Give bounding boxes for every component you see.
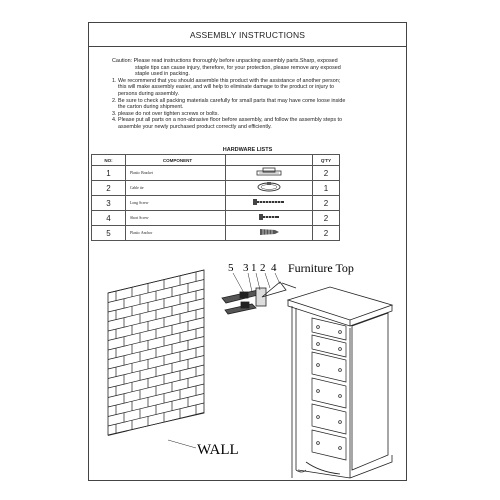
drawer-knob xyxy=(339,395,342,398)
drawer-knob xyxy=(339,447,342,450)
caution-line: staple tips can cause injury, therefore, for your protection, please remove any exposed xyxy=(135,64,341,71)
plastic-anchor-icon xyxy=(241,302,249,308)
short-screw-icon xyxy=(225,304,256,314)
drawer-knob xyxy=(339,369,342,372)
furniture-top-label: Furniture Top xyxy=(288,261,354,275)
mounting-hardware xyxy=(168,273,296,448)
instruction-item: 4. Please put all parts on a non-abrasive floor before assembly, and follow the assembly steps to xyxy=(112,117,343,124)
instruction-item: 1. We recommend that you should assemble this product with the assistance of another person; xyxy=(112,77,341,84)
part-number: 1 xyxy=(251,262,257,274)
drawer-knob xyxy=(317,326,320,329)
drawer-front xyxy=(312,404,346,434)
component-name: Short Screw xyxy=(126,211,226,226)
drawer-front xyxy=(312,430,346,460)
row-number: 4 xyxy=(92,211,126,226)
part-number: 5 xyxy=(228,262,234,274)
brick-wall xyxy=(108,270,204,436)
wall-label: WALL xyxy=(197,442,239,458)
component-qty: 1 xyxy=(313,181,340,196)
instruction-item: 3. please do not over tighten screws or bolts. xyxy=(112,110,219,117)
page-title: ASSEMBLY INSTRUCTIONS xyxy=(189,30,306,40)
caution-line: Caution: Please read instructions thoroughly before unpacking assembly parts.Sharp, exposed xyxy=(112,58,338,64)
component-name: Long Screw xyxy=(126,196,226,211)
leader-line xyxy=(256,273,260,290)
drawer-front xyxy=(312,352,346,382)
drawer-front xyxy=(312,378,346,408)
part-number: 4 xyxy=(271,262,277,274)
plastic-bracket-icon xyxy=(256,288,266,306)
drawer-front xyxy=(312,318,346,340)
row-number: 2 xyxy=(92,181,126,196)
header-qty: Q'TY xyxy=(313,155,340,166)
instruction-item: assemble your newly purchased product correctly and efficiently. xyxy=(118,123,272,130)
leader-line xyxy=(248,273,252,292)
drawer-knob xyxy=(317,442,320,445)
leader-line xyxy=(233,273,244,293)
drawer-knob xyxy=(339,348,342,351)
drawer-fronts xyxy=(312,318,346,460)
part-number: 2 xyxy=(260,262,266,274)
instruction-item: persons during assembly. xyxy=(118,90,180,97)
component-name: Plastic Anchor xyxy=(126,226,226,241)
leader-line xyxy=(275,273,280,284)
drawer-knob xyxy=(317,364,320,367)
row-number: 3 xyxy=(92,196,126,211)
drawer-knob xyxy=(317,416,320,419)
component-qty: 2 xyxy=(313,211,340,226)
header-no: NO: xyxy=(92,155,126,166)
leader-line xyxy=(265,273,270,288)
row-number: 1 xyxy=(92,166,126,181)
drawer-knob xyxy=(339,421,342,424)
drawer-knob xyxy=(317,390,320,393)
component-qty: 2 xyxy=(313,196,340,211)
instruction-item: 2. Be sure to check all packing materials carefully for small parts that may have come loose inside xyxy=(112,97,346,104)
component-qty: 2 xyxy=(313,166,340,181)
component-name: Cable tie xyxy=(126,181,226,196)
component-name: Plastic Bracket xyxy=(126,166,226,181)
row-number: 5 xyxy=(92,226,126,241)
instruction-item: this will make assembly easier, and will help to eliminate damage to the product or injury to xyxy=(118,84,335,91)
drawer-knob xyxy=(317,343,320,346)
part-number: 3 xyxy=(243,262,249,274)
header-component: COMPONENT xyxy=(126,155,226,166)
hardware-list-title: HARDWARE LISTS xyxy=(222,147,273,153)
instruction-item: the carton during shipment. xyxy=(118,104,184,111)
component-qty: 2 xyxy=(313,226,340,241)
leader-line xyxy=(168,440,196,448)
drawer-knob xyxy=(339,331,342,334)
caution-line: staple used in packing. xyxy=(135,71,190,78)
drawer-front xyxy=(312,335,346,357)
